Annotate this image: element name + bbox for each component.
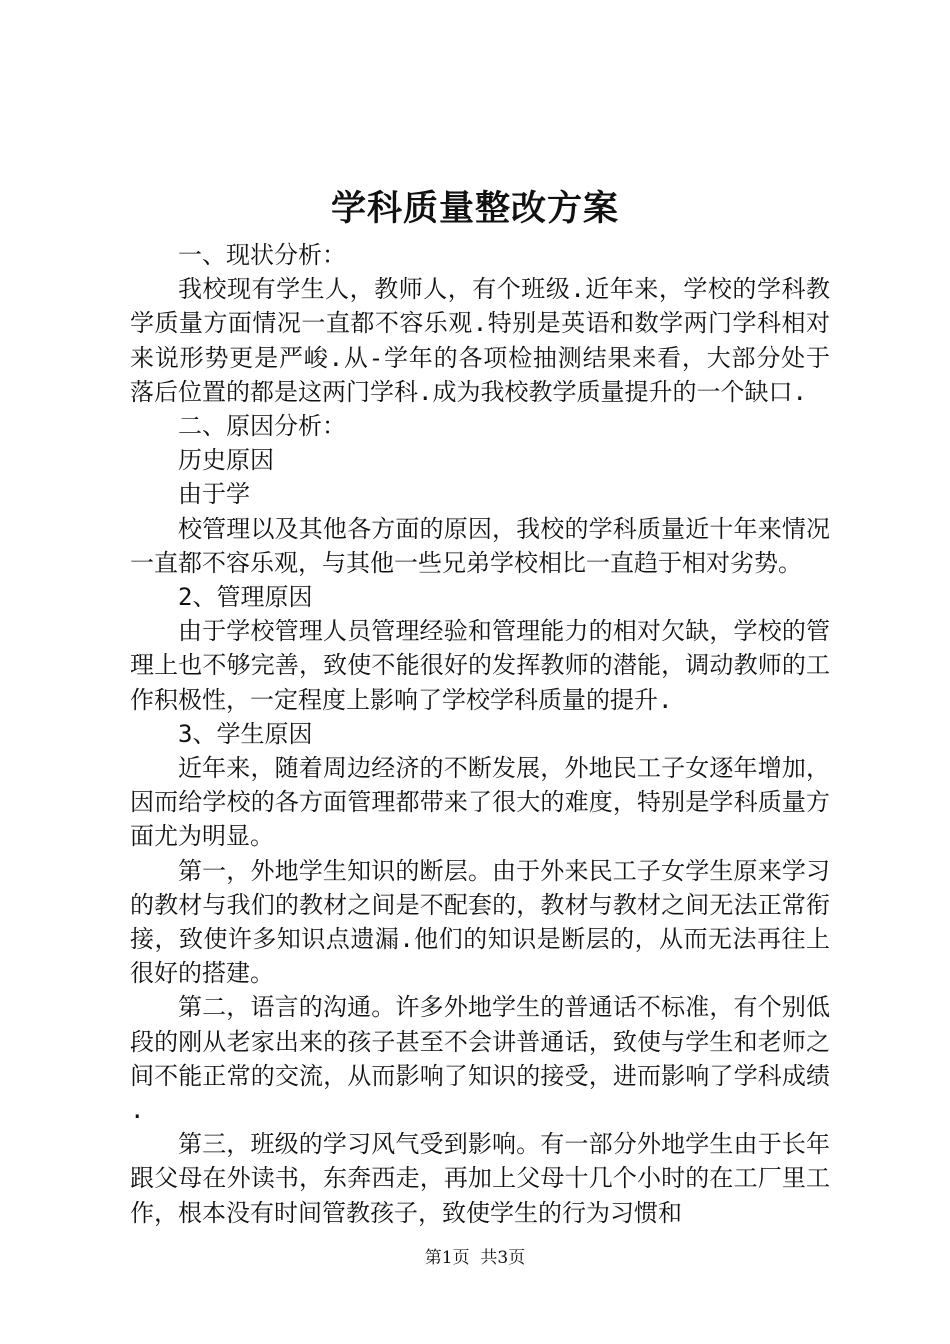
- paragraph: 第二，语言的沟通。许多外地学生的普通话不标准，有个别低段的刚从老家出来的孩子甚至不会讲普通话，致使与学生和老师之间不能正常的交流，从而影响了知识的接受，进而影响了学科成绩.: [130, 993, 830, 1125]
- subheading-history: 历史原因: [178, 446, 274, 475]
- paragraph: 第一，外地学生知识的断层。由于外来民工子女学生原来学习的教材与我们的教材之间是不配套的，教材与教材之间无法正常衔接，致使许多知识点遗漏.他们的知识是断层的，从而无法再往上很好的搭建。: [130, 856, 830, 988]
- paragraph: 由于学: [178, 480, 250, 509]
- page-total: 共3页: [480, 1248, 526, 1268]
- page-number: 第1页: [424, 1248, 470, 1268]
- paragraph: 近年来，随着周边经济的不断发展，外地民工子女逐年增加，因而给学校的各方面管理都带来了很大的难度，特别是学科质量方面尤为明显。: [130, 754, 830, 851]
- page-footer: [0, 1243, 950, 1268]
- subheading-management: 2、管理原因: [178, 583, 313, 612]
- paragraph: 校管理以及其他各方面的原因，我校的学科质量近十年来情况一直都不容乐观，与其他一些兄弟学校相比一直趋于相对劣势。: [130, 514, 830, 577]
- document-title: 学科质量整改方案: [330, 188, 619, 229]
- subheading-students: 3、学生原因: [178, 719, 313, 748]
- section-heading-status: 一、现状分析：: [178, 241, 346, 269]
- document-body: [130, 238, 830, 1230]
- paragraph: 我校现有学生人，教师人，有个班级.近年来，学校的学科教学质量方面情况一直都不容乐观.特别是英语和数学两门学科相对来说形势更是严峻.从-学年的各项检抽测结果来看，大部分处于落后位置的都是这两门学科.成为我校教学质量提升的一个缺口.: [130, 275, 830, 406]
- paragraph: 第三，班级的学习风气受到影响。有一部分外地学生由于长年跟父母在外读书，东奔西走，再加上父母十几个小时的在工厂里工作，根本没有时间管教孩子，致使学生的行为习惯和: [130, 1130, 830, 1227]
- paragraph: 由于学校管理人员管理经验和管理能力的相对欠缺，学校的管理上也不够完善，致使不能很好的发挥教师的潜能，调动教师的工作积极性，一定程度上影响了学校学科质量的提升.: [130, 617, 830, 714]
- section-heading-causes: 二、原因分析：: [178, 412, 346, 441]
